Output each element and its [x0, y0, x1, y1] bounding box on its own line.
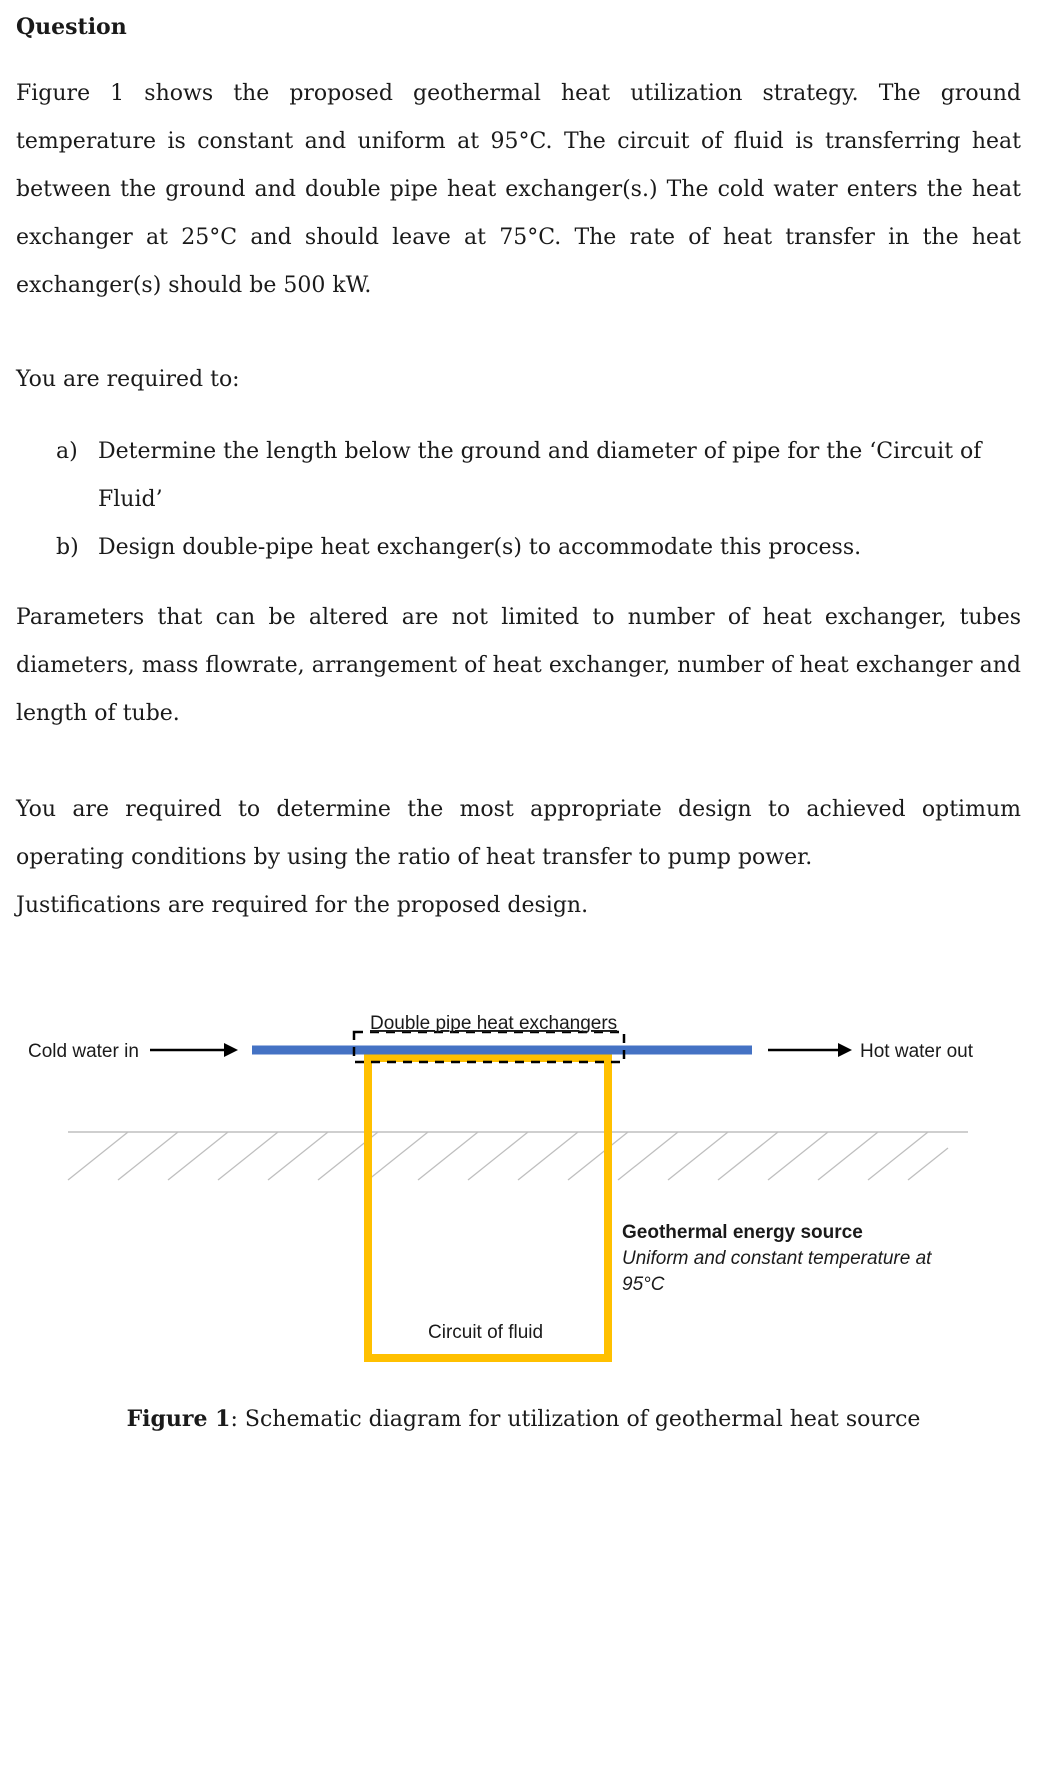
list-item-text: Determine the length below the ground and diameter of pipe for the ‘Circuit of Fluid’: [98, 439, 982, 512]
cold-water-arrow: [150, 1043, 238, 1057]
list-marker: a): [56, 439, 78, 464]
hot-water-arrow: [768, 1043, 852, 1057]
caption-figure-number: Figure 1: [126, 1406, 231, 1432]
requirements-list: [56, 428, 1021, 572]
list-item: [56, 524, 1021, 572]
circuit-label: Circuit of fluid: [428, 1322, 544, 1343]
question-heading: Question: [16, 14, 127, 40]
fluid-circuit-loop: [368, 1058, 608, 1358]
paragraph-justifications: Justifications are required for the proposed design.: [16, 893, 589, 918]
source-description-line2: 95°C: [622, 1274, 665, 1295]
source-description-line1: Uniform and constant temperature at: [622, 1248, 932, 1269]
caption-text: : Schematic diagram for utilization of geothermal heat source: [230, 1407, 921, 1432]
hot-water-label: Hot water out: [860, 1041, 973, 1062]
schematic-diagram: [0, 990, 1047, 1400]
heat-exchanger-label: Double pipe heat exchangers: [370, 1013, 618, 1034]
figure-caption: [0, 1404, 1047, 1435]
source-title: Geothermal energy source: [622, 1222, 863, 1243]
list-marker: b): [56, 535, 79, 560]
list-item-text: Design double-pipe heat exchanger(s) to accommodate this process.: [98, 535, 862, 560]
ground-hatching: [68, 1132, 948, 1180]
paragraph-optimum-design: You are required to determine the most appropriate design to achieved optimum operating conditions by using the ratio of heat transfer to pump power.: [16, 797, 1021, 870]
list-item: [56, 428, 1021, 524]
paragraph-required: You are required to:: [16, 367, 240, 392]
paragraph-problem-statement: Figure 1 shows the proposed geothermal heat utilization strategy. The ground temperature is constant and uniform at 95°C. The circuit of fluid is transferring heat between the ground and double pipe heat exchanger(s.) The cold water enters the heat exchanger at 25°C and should leave at 75°C. The rate of heat transfer in the heat exchanger(s) should be 500 kW.: [16, 81, 1021, 298]
cold-water-label: Cold water in: [28, 1041, 139, 1062]
paragraph-parameters: Parameters that can be altered are not limited to number of heat exchanger, tubes diameters, mass flowrate, arrangement of heat exchanger, number of heat exchanger and length of tube.: [16, 605, 1021, 726]
